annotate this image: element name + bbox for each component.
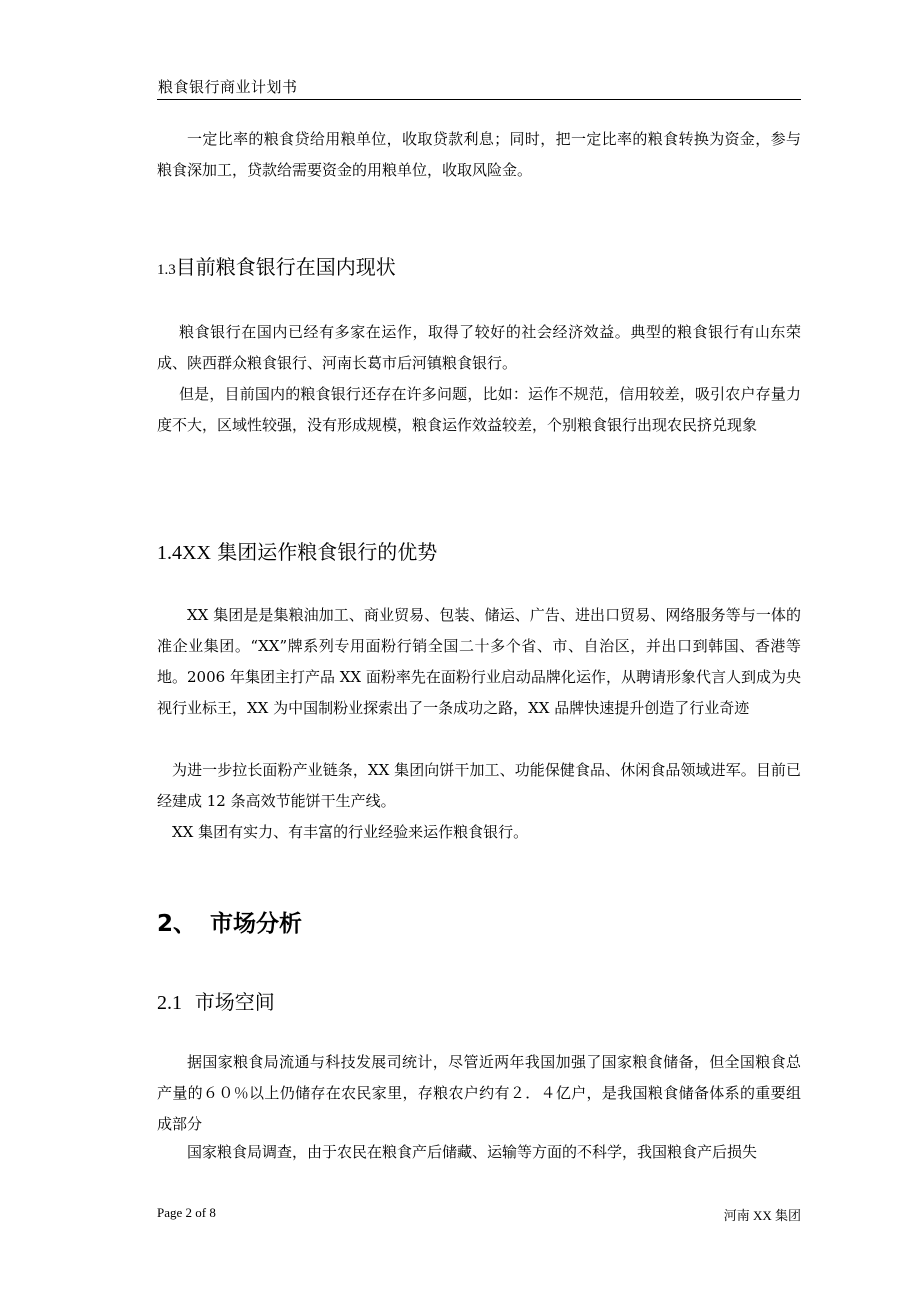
- section-heading-2-1: [157, 986, 275, 1015]
- chapter-title: 市场分析: [210, 911, 303, 937]
- page-header-title: 粮食银行商业计划书: [158, 78, 298, 96]
- footer-page-number: Page 2 of 8: [157, 1205, 216, 1220]
- section-title: 市场空间: [194, 990, 275, 1014]
- footer-company: 河南 XX 集团: [723, 1208, 801, 1223]
- paragraph-loss-survey: 国家粮食局调查，由于农民在粮食产后储藏、运输等方面的不科学，我国粮食产后损失: [187, 1143, 758, 1161]
- paragraph-group-intro: XX 集团是是集粮油加工、商业贸易、包装、储运、广告、进出口贸易、网络服务等与一体的准企业集团。“XX”牌系列专用面粉行销全国二十多个省、市、自治区，并出口到韩国、香港等地。2006 年集团主打产品 XX 面粉率先在面粉行业启动品牌化运作，从聘请形象代言人到成为央视行业标王，XX 为中国制粉业探索出了一条成功之路，XX 品牌快速提升创造了行业奇迹: [157, 606, 801, 717]
- paragraph-industry-chain: 为进一步拉长面粉产业链条，XX 集团向饼干加工、功能保健食品、休闲食品领域进军。目前已经建成 12 条高效节能饼干生产线。: [157, 761, 801, 810]
- paragraph-problems: 但是，目前国内的粮食银行还存在许多问题，比如：运作不规范，信用较差，吸引农户存量力度不大，区域性较强，没有形成规模，粮食运作效益较差，个别粮食银行出现农民挤兑现象: [157, 385, 801, 434]
- paragraph-loan: 一定比率的粮食贷给用粮单位，收取贷款利息；同时，把一定比率的粮食转换为资金，参与粮食深加工，贷款给需要资金的用粮单位，收取风险金。: [157, 130, 801, 179]
- section-number: 1.4XX: [157, 542, 211, 564]
- section-number: 1.3: [157, 262, 176, 278]
- paragraph-market-stats: 据国家粮食局流通与科技发展司统计，尽管近两年我国加强了国家粮食储备，但全国粮食总产量的６０％以上仍储存在农民家里，存粮农户约有２．４亿户，是我国粮食储备体系的重要组成部分: [157, 1053, 801, 1133]
- chapter-number: 2、: [157, 911, 197, 937]
- section-number: 2.1: [157, 992, 182, 1014]
- section-title: 集团运作粮食银行的优势: [217, 540, 438, 564]
- paragraph-domestic-status: 粮食银行在国内已经有多家在运作，取得了较好的社会经济效益。典型的粮食银行有山东荣成、陕西群众粮食银行、河南长葛市后河镇粮食银行。: [157, 323, 801, 372]
- section-heading-1-4: [157, 536, 437, 565]
- paragraph-capability: XX 集团有实力、有丰富的行业经验来运作粮食银行。: [172, 823, 529, 841]
- section-heading-1-3: [157, 251, 396, 280]
- chapter-heading-2: [157, 905, 302, 938]
- section-title: 目前粮食银行在国内现状: [175, 255, 396, 279]
- header-divider: [157, 99, 801, 100]
